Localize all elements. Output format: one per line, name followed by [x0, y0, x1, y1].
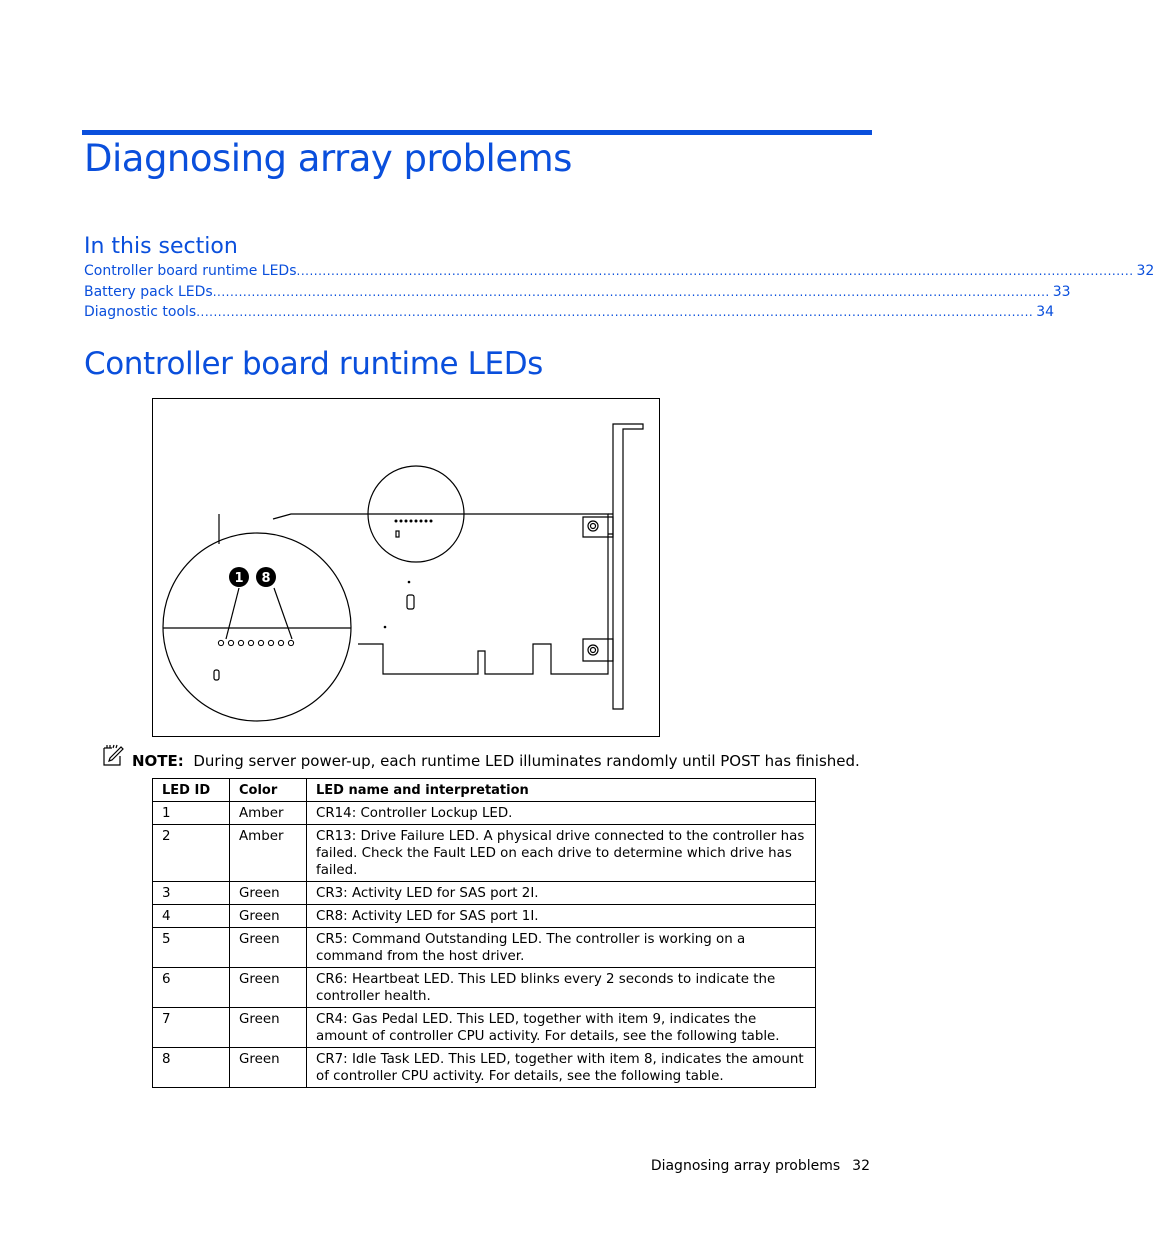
table-row [153, 1008, 816, 1048]
toc-leader-dots: .................................................................................................................................................................................................. [296, 264, 1134, 278]
toc-entry-page[interactable]: 32 [1136, 263, 1154, 279]
toc-entry[interactable] [84, 263, 1154, 284]
toc [84, 263, 1154, 325]
description-cell: CR13: Drive Failure LED. A physical drive connected to the controller has failed. Check the Fault LED on each drive to determine which drive has failed. [307, 825, 816, 882]
controller-board-diagram [153, 399, 659, 736]
toc-entry-title[interactable]: Diagnostic tools [84, 304, 197, 320]
table-header-row [153, 779, 816, 802]
note-body: During server power-up, each runtime LED illuminates randomly until POST has finished. [193, 752, 860, 770]
page-title: Diagnosing array problems [84, 137, 572, 180]
section-heading: Controller board runtime LEDs [84, 346, 543, 382]
table-row [153, 825, 816, 882]
callout-label: 1 [234, 571, 244, 586]
color-cell: Green [230, 928, 307, 968]
table-row [153, 905, 816, 928]
description-cell: CR7: Idle Task LED. This LED, together with item 8, indicates the amount of controller CPU activity. For details, see the following table. [307, 1048, 816, 1088]
toc-entry-page[interactable]: 34 [1036, 304, 1055, 320]
color-cell: Green [230, 882, 307, 905]
led-id-cell: 3 [153, 882, 230, 905]
led-id-cell: 8 [153, 1048, 230, 1088]
color-cell: Amber [230, 825, 307, 882]
table-row [153, 968, 816, 1008]
color-cell: Green [230, 905, 307, 928]
page-footer [651, 1158, 870, 1174]
color-cell: Amber [230, 802, 307, 825]
toc-heading: In this section [84, 234, 238, 259]
callout-label: 8 [261, 571, 271, 586]
note-pencil-icon [102, 744, 124, 770]
color-cell: Green [230, 1048, 307, 1088]
toc-entry[interactable] [84, 304, 1055, 325]
column-header-led-id: LED ID [153, 779, 230, 802]
note-text [132, 752, 860, 770]
description-cell: CR14: Controller Lockup LED. [307, 802, 816, 825]
table-row [153, 802, 816, 825]
led-id-cell: 6 [153, 968, 230, 1008]
column-header-color: Color [230, 779, 307, 802]
footer-title: Diagnosing array problems [650, 1158, 841, 1174]
controller-board-figure [152, 398, 660, 737]
led-id-cell: 7 [153, 1008, 230, 1048]
table-row [153, 1048, 816, 1088]
led-id-cell: 5 [153, 928, 230, 968]
top-rule [82, 130, 872, 135]
toc-entry-title[interactable]: Controller board runtime LEDs [84, 263, 297, 279]
toc-entry-page[interactable]: 33 [1052, 283, 1071, 300]
toc-entry-title[interactable]: Battery pack LEDs [84, 283, 213, 300]
description-cell: CR3: Activity LED for SAS port 2I. [307, 882, 816, 905]
page-number: 32 [852, 1158, 870, 1174]
description-cell: CR5: Command Outstanding LED. The controller is working on a command from the host driver. [307, 928, 816, 968]
led-id-cell: 2 [153, 825, 230, 882]
led-id-cell: 4 [153, 905, 230, 928]
toc-entry[interactable] [84, 283, 1071, 305]
color-cell: Green [230, 968, 307, 1008]
color-cell: Green [230, 1008, 307, 1048]
table-row [153, 882, 816, 905]
toc-leader-dots: .................................................................................................................................................................................................. [212, 284, 1050, 299]
column-header-description: LED name and interpretation [307, 779, 816, 802]
led-id-cell: 1 [153, 802, 230, 825]
description-cell: CR4: Gas Pedal LED. This LED, together with item 9, indicates the amount of controller CPU activity. For details, see the following table. [307, 1008, 816, 1048]
led-table [152, 778, 816, 1088]
toc-leader-dots: .................................................................................................................................................................................................. [196, 305, 1034, 319]
note-label: NOTE: [132, 752, 184, 770]
description-cell: CR6: Heartbeat LED. This LED blinks every 2 seconds to indicate the controller health. [307, 968, 816, 1008]
description-cell: CR8: Activity LED for SAS port 1I. [307, 905, 816, 928]
table-row [153, 928, 816, 968]
